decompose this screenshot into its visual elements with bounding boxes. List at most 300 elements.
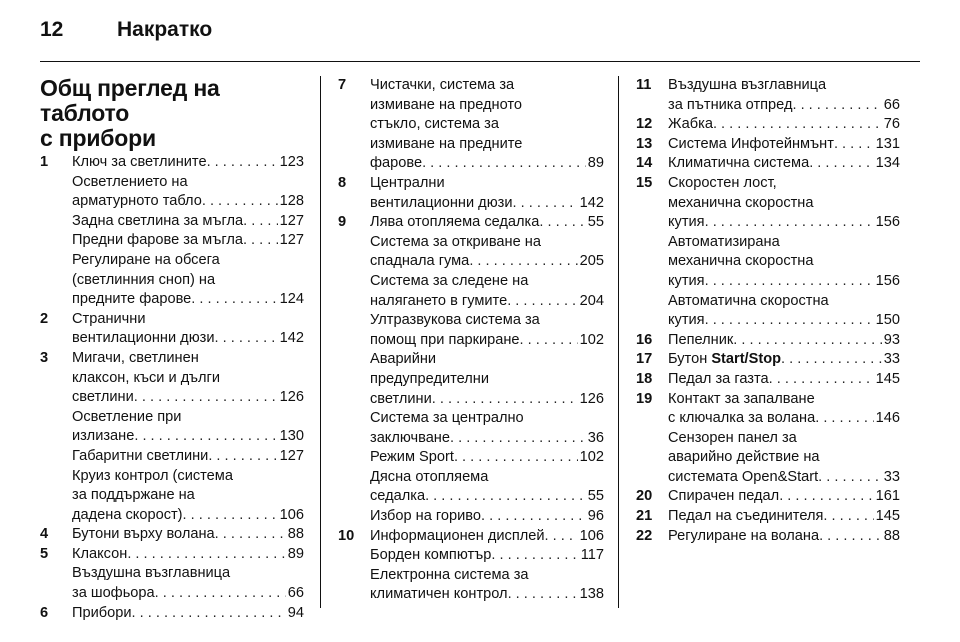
page-ref: 156 [875, 214, 900, 231]
page-ref: 55 [587, 488, 604, 505]
entry-line [668, 252, 900, 272]
page-ref: 128 [279, 193, 304, 210]
entry-lines [668, 527, 900, 547]
entry-line [668, 76, 900, 96]
entry-line [370, 311, 604, 331]
entry-text-part: заключване [370, 429, 450, 446]
entry-line [668, 429, 900, 449]
dot-leader [507, 292, 577, 312]
dot-leader [733, 331, 882, 351]
entry-line [370, 96, 604, 116]
page-ref: 142 [279, 330, 304, 347]
entry-line [668, 409, 900, 429]
entry-lines [668, 350, 900, 370]
entry-line [370, 350, 604, 370]
toc-entry [636, 370, 900, 390]
dot-leader [769, 370, 874, 390]
page-ref: 33 [883, 351, 900, 368]
toc-entry [636, 487, 900, 507]
entry-text [668, 194, 813, 214]
toc-entry [636, 350, 900, 370]
page-ref: 89 [587, 155, 604, 172]
entry-text [370, 76, 514, 96]
page-ref: 150 [875, 312, 900, 329]
entry-text [370, 311, 540, 331]
entry-text [668, 135, 834, 155]
entry-text [370, 135, 522, 155]
entry-line [668, 468, 900, 488]
page-ref: 102 [579, 331, 604, 348]
entry-text-part: Режим Sport [370, 449, 454, 466]
entry-line [370, 448, 604, 468]
entry-text-part: Система Инфотейнмънт [668, 135, 834, 152]
item-number: 11 [636, 77, 652, 93]
entry-text-part: Клаксон [72, 545, 128, 562]
entry-text [72, 369, 220, 389]
item-number: 1 [40, 154, 49, 170]
item-number: 12 [636, 116, 653, 133]
entry-text-part: механична скоростна [668, 253, 814, 270]
entry-text [370, 115, 499, 135]
page-ref: 66 [883, 96, 900, 113]
entry-line [72, 349, 304, 369]
column-3-entries [636, 76, 900, 546]
entry-text [668, 154, 809, 174]
entry-line [370, 154, 604, 174]
entry-line [72, 506, 304, 526]
entry-line [72, 173, 304, 193]
entry-text-part: предните фарове [72, 291, 192, 308]
entry-text-part: Сензорен панел за [668, 429, 797, 446]
entry-line [72, 153, 304, 173]
entry-text [72, 192, 202, 212]
page-ref: 88 [883, 527, 900, 544]
entry-line [72, 486, 304, 506]
entry-lines [668, 135, 900, 155]
entry-line [370, 370, 604, 390]
entry-text-part: с ключалка за волана [668, 410, 816, 427]
entry-lines [668, 331, 900, 351]
entry-line [668, 331, 900, 351]
entry-line [72, 369, 304, 389]
toc-entry [338, 174, 604, 213]
entry-text [370, 96, 522, 116]
entry-line [72, 329, 304, 349]
item-number: 18 [636, 370, 653, 387]
entry-lines [72, 349, 304, 525]
entry-lines [668, 390, 900, 488]
entry-lines [72, 545, 304, 604]
entry-text-part: помощ при паркиране [370, 331, 520, 348]
entry-text-part: вентилационни дюзи [370, 194, 513, 211]
entry-line [370, 507, 604, 527]
item-number: 21 [636, 508, 653, 525]
toc-entry [636, 527, 900, 547]
entry-lines [72, 604, 304, 624]
entry-text [72, 486, 195, 506]
item-number: 20 [636, 488, 653, 505]
entry-line [370, 252, 604, 272]
entry-text [370, 527, 545, 547]
dot-leader [792, 96, 881, 116]
page-ref: 126 [279, 389, 304, 406]
dot-leader [779, 487, 873, 507]
entry-line [370, 174, 604, 194]
item-number: 22 [636, 527, 653, 544]
entry-text [668, 292, 829, 312]
entry-text-part: Чистачки, система за [370, 77, 515, 93]
entry-text-part: Дясна отопляема [370, 468, 489, 485]
entry-text [72, 310, 145, 330]
entry-text [668, 448, 820, 468]
page-ref: 145 [875, 370, 900, 387]
entry-text [668, 96, 792, 116]
toc-entry [40, 310, 304, 349]
entry-text-part: Въздушна възглавница [668, 77, 827, 93]
entry-line [668, 96, 900, 116]
dot-leader [132, 604, 286, 624]
page-ref: 142 [579, 194, 604, 211]
entry-line [370, 409, 604, 429]
entry-text-part: Автоматизирана [668, 233, 780, 250]
dot-leader [818, 468, 882, 488]
entry-text [72, 584, 155, 604]
dot-leader [539, 213, 585, 233]
entry-line [668, 487, 900, 507]
item-number: 9 [338, 214, 347, 231]
entry-text [370, 154, 422, 174]
entry-text-part: Пепелник [668, 331, 734, 348]
entry-text [72, 545, 127, 565]
page-ref: 145 [875, 508, 900, 525]
entry-text [72, 153, 207, 173]
entry-text [72, 173, 188, 193]
column-separator [618, 76, 619, 608]
toc-entry [636, 331, 900, 351]
entry-text-part: Странични [72, 310, 146, 327]
entry-lines [668, 507, 900, 527]
entry-line [370, 331, 604, 351]
entry-text [72, 212, 243, 232]
toc-entry [636, 135, 900, 155]
entry-text [668, 272, 705, 292]
page-ref: 88 [287, 526, 304, 543]
page-ref: 204 [579, 292, 604, 309]
entry-line [72, 310, 304, 330]
entry-text-part: за пътника отпред [668, 96, 793, 113]
entry-text [370, 390, 432, 410]
entry-line [72, 564, 304, 584]
entry-text-part: Ултразвукова система за [370, 312, 540, 329]
entry-text [370, 272, 528, 292]
entry-lines [668, 174, 900, 331]
entry-text [370, 585, 508, 605]
entry-text-part: Контакт за запалване [668, 390, 815, 407]
toc-entry [338, 527, 604, 605]
dot-leader [134, 388, 278, 408]
dot-leader [705, 311, 874, 331]
entry-line [668, 527, 900, 547]
entry-text-part: Бутон [668, 351, 712, 368]
entry-lines [72, 310, 304, 349]
entry-text-part: (светлинния сноп) на [72, 271, 216, 288]
dot-leader [202, 192, 278, 212]
item-number: 6 [40, 604, 49, 621]
entry-text [668, 331, 733, 351]
dot-leader [545, 527, 578, 547]
column-3 [636, 76, 900, 546]
entry-text [72, 290, 191, 310]
dot-leader [809, 154, 873, 174]
page-number: 12 [40, 18, 64, 41]
dot-leader [207, 153, 278, 173]
entry-line [668, 213, 900, 233]
page-ref: 131 [875, 135, 900, 152]
entry-text [668, 507, 823, 527]
item-number: 4 [40, 526, 49, 543]
dot-leader [215, 525, 286, 545]
item-number: 17 [636, 351, 653, 368]
dot-leader [834, 135, 874, 155]
entry-text-part: системата Open&Start [668, 468, 819, 485]
entry-line [370, 429, 604, 449]
item-number: 14 [636, 155, 653, 172]
page-ref: 94 [287, 604, 304, 621]
entry-text [370, 448, 454, 468]
page-ref: 66 [287, 585, 304, 602]
entry-line [72, 525, 304, 545]
entry-text-part: Централни [370, 174, 445, 191]
toc-entry [636, 115, 900, 135]
entry-lines [370, 174, 604, 213]
page-ref: 127 [279, 232, 304, 249]
entry-line [72, 212, 304, 232]
entry-text [370, 566, 529, 586]
page-ref: 36 [587, 429, 604, 446]
entry-text-bold: Start/Stop [711, 351, 782, 368]
entry-text-part: Лява отопляема седалка [370, 214, 540, 231]
dot-leader [508, 585, 578, 605]
page-ref: 55 [587, 214, 604, 231]
entry-text [72, 388, 134, 408]
entry-text-part: Предни фарове за мъгла [72, 232, 243, 249]
entry-line [370, 292, 604, 312]
entry-line [668, 507, 900, 527]
entry-line [370, 233, 604, 253]
page-ref: 102 [579, 449, 604, 466]
entry-lines [72, 153, 304, 310]
item-number: 10 [338, 527, 355, 544]
entry-text-part: измиване на предните [370, 135, 523, 152]
entry-text-part: Информационен дисплей [370, 527, 545, 544]
toc-entry [636, 507, 900, 527]
entry-text [72, 506, 183, 526]
entry-line [668, 272, 900, 292]
entry-text [370, 409, 524, 429]
entry-text-part: Прибори [72, 604, 132, 621]
entry-text [370, 507, 481, 527]
dot-leader [481, 507, 586, 527]
dot-leader [243, 231, 278, 251]
entry-line [668, 448, 900, 468]
entry-line [668, 350, 900, 370]
entry-text-part: предупредителни [370, 370, 489, 387]
page-ref: 93 [883, 331, 900, 348]
toc-entry [636, 174, 900, 331]
entry-lines [370, 76, 604, 174]
page-ref: 134 [875, 155, 900, 172]
entry-line [668, 115, 900, 135]
entry-lines [72, 525, 304, 545]
entry-line [668, 370, 900, 390]
entry-line [668, 154, 900, 174]
entry-text-part: кутия [668, 214, 705, 231]
dot-leader [469, 252, 577, 272]
dot-leader [183, 506, 278, 526]
entry-line [72, 251, 304, 271]
toc-entry [40, 153, 304, 310]
entry-text-part: арматурното табло [72, 193, 202, 210]
entry-text [668, 252, 813, 272]
entry-text [370, 546, 491, 566]
entry-line [72, 467, 304, 487]
entry-line [370, 390, 604, 410]
page-ref: 127 [279, 447, 304, 464]
entry-text [72, 604, 132, 624]
entry-text [668, 468, 818, 488]
entry-line [72, 408, 304, 428]
entry-text [370, 252, 469, 272]
entry-text-part: за шофьора [72, 585, 155, 602]
entry-line [72, 290, 304, 310]
item-number: 15 [636, 174, 653, 191]
page-ref: 106 [579, 527, 604, 544]
dot-leader [134, 427, 277, 447]
toc-entry [40, 545, 304, 604]
entry-lines [668, 154, 900, 174]
entry-text-part: Автоматична скоростна [668, 292, 829, 309]
entry-text [668, 213, 705, 233]
item-number: 13 [636, 135, 653, 152]
entry-line [370, 527, 604, 547]
dot-leader [215, 329, 278, 349]
entry-text-part: механична скоростна [668, 194, 814, 211]
entry-line [370, 213, 604, 233]
entry-line [370, 546, 604, 566]
entry-text [370, 370, 489, 390]
entry-text-part: кутия [668, 312, 705, 329]
toc-entry [40, 349, 304, 525]
entry-text [668, 409, 815, 429]
entry-line [668, 135, 900, 155]
entry-text-part: седалка [370, 488, 426, 505]
entry-text-part: налягането в гумите [370, 292, 508, 309]
entry-text [72, 564, 230, 584]
entry-line [72, 604, 304, 624]
entry-text [370, 468, 488, 488]
entry-text [668, 487, 779, 507]
dot-leader [243, 212, 278, 232]
entry-lines [668, 76, 900, 115]
entry-text-part: Спирачен педал [668, 488, 780, 505]
item-number: 8 [338, 174, 347, 191]
toc-entry [40, 604, 304, 624]
page-ref: 138 [579, 586, 604, 603]
entry-text [370, 331, 520, 351]
entry-text-part: стъкло, система за [370, 116, 499, 133]
entry-text-part: климатичен контрол [370, 586, 508, 603]
entry-text [668, 311, 705, 331]
entry-text-part: Система за откриване на [370, 233, 541, 250]
entry-line [370, 76, 604, 96]
entry-text-part: Система за централно [370, 410, 524, 427]
column-1-entries [40, 153, 304, 623]
entry-line [72, 584, 304, 604]
dot-leader [513, 194, 578, 214]
entry-text-part: Климатична система [668, 155, 810, 172]
entry-text-part: Педал за газта [668, 370, 769, 387]
entry-line [72, 447, 304, 467]
entry-text-part: Бутони върху волана [72, 526, 215, 543]
item-number: 7 [338, 77, 347, 93]
entry-text-part: фарове [370, 155, 423, 172]
dot-leader [127, 545, 285, 565]
page-ref: 146 [875, 410, 900, 427]
entry-text-part: измиване на предното [370, 96, 523, 113]
entry-text [370, 174, 445, 194]
column-2 [338, 76, 604, 605]
column-2-entries [338, 76, 604, 605]
entry-line [668, 194, 900, 214]
header-rule [40, 61, 920, 62]
toc-entry [338, 76, 604, 174]
entry-text [72, 525, 215, 545]
page-ref: 76 [883, 116, 900, 133]
entry-text [72, 467, 233, 487]
column-separator [320, 76, 321, 608]
entry-text [72, 408, 181, 428]
dot-leader [705, 272, 874, 292]
dot-leader [422, 154, 586, 174]
entry-text [668, 350, 781, 370]
entry-text-part: Педал на съединителя [668, 508, 824, 525]
entry-text-part: аварийно действие на [668, 449, 820, 466]
entry-text [370, 350, 436, 370]
entry-text-part: Избор на гориво [370, 508, 481, 525]
entry-line [72, 231, 304, 251]
entry-lines [668, 487, 900, 507]
entry-text [668, 76, 826, 96]
page-ref: 89 [287, 545, 304, 562]
item-number: 5 [40, 545, 49, 562]
page-ref: 106 [279, 506, 304, 523]
page-ref: 96 [587, 508, 604, 525]
dot-leader [454, 448, 578, 468]
entry-text-part: Регулиране на волана [668, 527, 820, 544]
page-ref: 156 [875, 272, 900, 289]
dot-leader [425, 487, 586, 507]
entry-text-part: клаксон, къси и дълги [72, 369, 220, 386]
entry-line [72, 545, 304, 565]
dot-leader [191, 290, 277, 310]
entry-lines [668, 370, 900, 390]
section-title-line: с прибори [40, 125, 156, 151]
entry-text [370, 213, 539, 233]
page-ref: 127 [279, 212, 304, 229]
page-ref: 117 [580, 547, 604, 564]
entry-text-part: Осветлението на [72, 173, 188, 190]
section-title-line: Общ преглед на таблото [40, 75, 220, 126]
